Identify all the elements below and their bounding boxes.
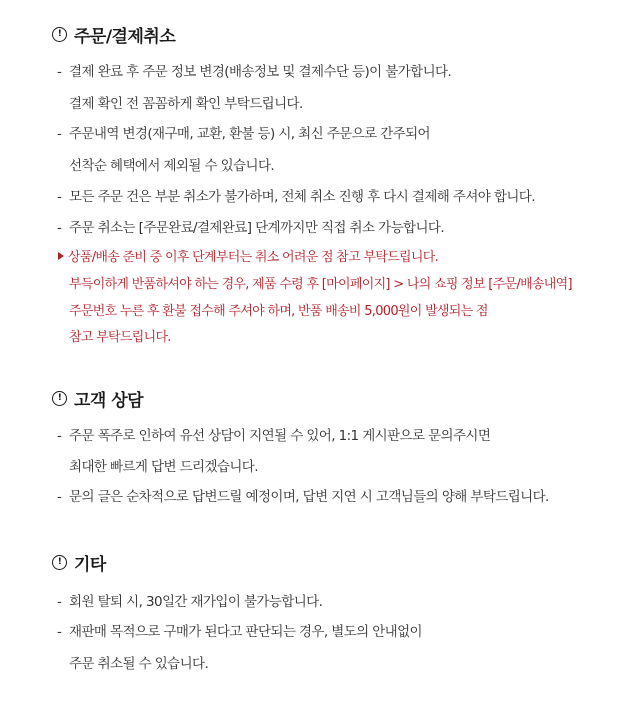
section-heading-etc	[52, 550, 106, 575]
notice-continuation: 참고 부탁드립니다.	[69, 330, 171, 345]
triangle-bullet-icon	[58, 252, 64, 260]
list-item-continuation: 최대한 빠르게 답변 드리겠습니다.	[69, 459, 258, 475]
list-item: - 주문 폭주로 인하여 유선 상담이 지연될 수 있어, 1:1 게시판으로 문의주시면	[57, 428, 491, 444]
list-item-continuation: 선착순 혜택에서 제외될 수 있습니다.	[69, 158, 275, 174]
section-heading-customer-support	[52, 386, 143, 411]
info-circle-icon: !	[52, 27, 67, 42]
info-circle-icon: !	[52, 391, 67, 406]
list-item: - 결제 완료 후 주문 정보 변경(배송정보 및 결제수단 등)이 불가합니다.	[57, 64, 452, 80]
info-circle-icon: !	[52, 555, 67, 570]
notice-item: 상품/배송 준비 중 이후 단계부터는 취소 어려운 점 참고 부탁드립니다.	[58, 246, 438, 265]
list-item: - 주문 취소는 [주문완료/결제완료] 단계까지만 직접 취소 가능합니다.	[57, 220, 445, 236]
list-item-continuation: 결제 확인 전 꼼꼼하게 확인 부탁드립니다.	[69, 96, 303, 112]
list-item: - 주문내역 변경(재구매, 교환, 환불 등) 시, 최신 주문으로 간주되어	[57, 126, 430, 142]
notice-continuation: 부득이하게 반품하셔야 하는 경우, 제품 수령 후 [마이페이지] > 나의 쇼핑 정보 [주문/배송내역]	[69, 277, 572, 292]
section-title: 주문/결제취소	[74, 27, 176, 47]
section-title: 고객 상담	[74, 391, 144, 411]
section-heading-order-cancel	[52, 22, 175, 47]
list-item: - 문의 글은 순차적으로 답변드릴 예정이며, 답변 지연 시 고객님들의 양해 부탁드립니다.	[57, 489, 549, 505]
list-item: - 모든 주문 건은 부분 취소가 불가하며, 전체 취소 진행 후 다시 결제해 주셔야 합니다.	[57, 189, 535, 205]
list-item: - 재판매 목적으로 구매가 된다고 판단되는 경우, 별도의 안내없이	[57, 624, 422, 640]
list-item-continuation: 주문 취소될 수 있습니다.	[69, 656, 209, 672]
notice-continuation: 주문번호 누른 후 환불 접수해 주셔야 하며, 반품 배송비 5,000원이 발생되는 점	[69, 304, 488, 319]
section-title: 기타	[74, 555, 106, 575]
list-item: - 회원 탈퇴 시, 30일간 재가입이 불가능합니다.	[57, 594, 323, 610]
